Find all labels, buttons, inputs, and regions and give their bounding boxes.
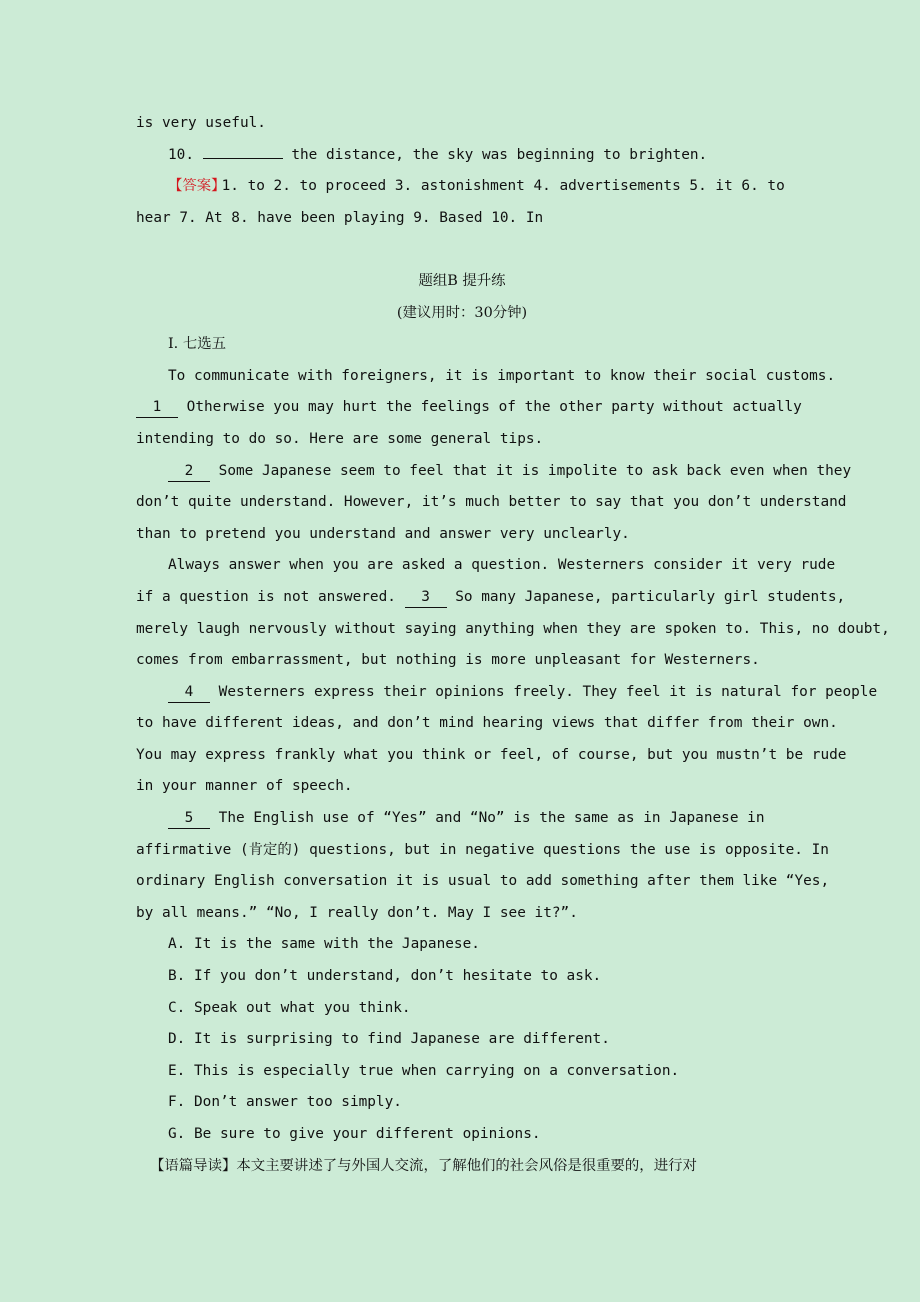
answer-line-1 [136,171,788,203]
p2-line-1-text: Some Japanese seem to feel that it is impolite to ask back even when they [218,462,852,479]
p2-line-3: than to pretend you understand and answer very unclearly. [136,525,630,542]
p5-line-3: ordinary English conversation it is usual to add something after them like “Yes, [136,873,830,890]
option-a: A. It is the same with the Japanese. [168,936,480,953]
p3-line-4: comes from embarrassment, but nothing is more unpleasant for Westerners. [136,652,760,669]
blank-2: 2 [168,461,210,482]
q10-text: the distance, the sky was beginning to brighten. [291,146,708,163]
p4-line-1-text: Westerners express their opinions freely. They feel it is natural for people [218,683,878,700]
option-g: G. Be sure to give your different opinions. [168,1126,541,1142]
p1-line-2 [136,392,802,424]
p2-line-2: don’t quite understand. However, it’s much better to say that you don’t understand [136,494,847,511]
guide-line [136,1151,788,1183]
p2-line-1 [136,456,852,488]
option-d: D. It is surprising to find Japanese are different. [168,1031,610,1048]
section-title: 题组B 提升练 [418,272,506,289]
spacer [136,234,788,266]
option-b: B. If you don’t understand, don’t hesitate to ask. [168,968,602,985]
option-c: C. Speak out what you think. [168,999,411,1016]
part-heading: Ⅰ. 七选五 [168,336,227,353]
document-page [136,108,890,1182]
blank-5: 5 [168,808,210,829]
p5-line-4: by all means.” “No, I really don’t. May I see it?”. [136,904,578,921]
q10-number: 10. [168,146,194,163]
p5-line-1 [136,803,788,835]
blank-1: 1 [136,397,178,418]
prev-line-end: is very useful. [136,115,266,131]
p4-line-2: to have different ideas, and don’t mind hearing views that differ from their own. [136,715,838,732]
guide-label: 【语篇导读】 [150,1157,237,1174]
p4-line-4: in your manner of speech. [136,778,353,795]
p5-line-2: affirmative (肯定的) questions, but in negative questions the use is opposite. In [136,841,829,858]
p3-line-1: Always answer when you are asked a question. Westerners consider it very rude [168,557,836,574]
p3-line-3: merely laugh nervously without saying anything when they are spoken to. This, no doubt, [136,620,890,637]
p1-line-2-text: Otherwise you may hurt the feelings of the other party without actually [186,399,802,416]
option-f: F. Don’t answer too simply. [168,1094,402,1111]
answer-line-2: hear 7. At 8. have been playing 9. Based 10. In [136,209,544,226]
answer-label: 【答案】 [168,178,226,195]
p4-line-1 [136,677,878,709]
p3-line-2 [136,582,846,614]
blank-4: 4 [168,682,210,703]
option-e: E. This is especially true when carrying on a conversation. [168,1062,680,1079]
question-10 [136,140,788,172]
section-time: (建议用时：30分钟) [396,304,528,321]
p1-line-3: intending to do so. Here are some general tips. [136,430,544,447]
p3-line-2b: So many Japanese, particularly girl students, [455,588,846,605]
blank-3: 3 [405,587,447,608]
answer-text-1: 1. to 2. to proceed 3. astonishment 4. advertisements 5. it 6. to [221,178,785,195]
q10-blank [203,158,283,159]
p1-line-1: To communicate with foreigners, it is important to know their social customs. [168,367,836,384]
p5-line-1-text: The English use of “Yes” and “No” is the same as in Japanese in [218,810,765,827]
guide-text: 本文主要讲述了与外国人交流，了解他们的社会风俗是很重要的，进行对 [236,1157,697,1174]
p4-line-3: You may express frankly what you think or feel, of course, but you mustn’t be rude [136,746,847,763]
p3-line-2a: if a question is not answered. [136,588,396,605]
